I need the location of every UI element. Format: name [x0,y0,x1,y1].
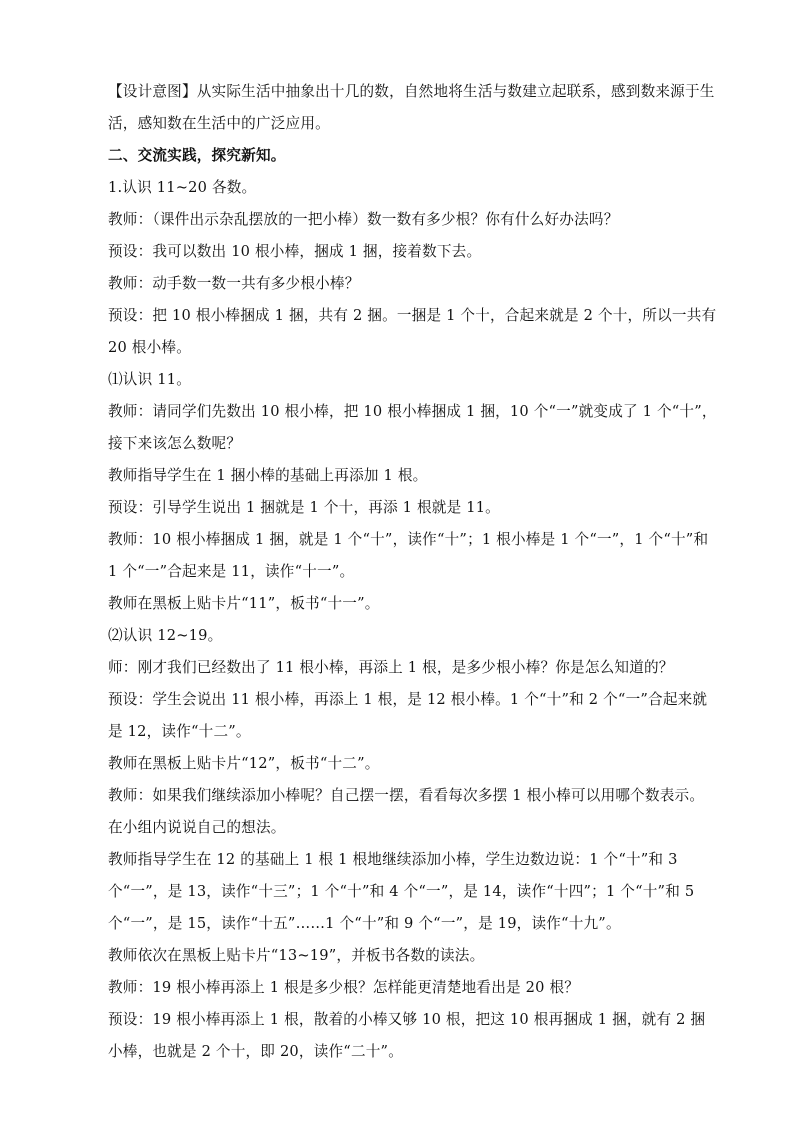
text-paragraph: 师：刚才我们已经数出了 11 根小棒，再添上 1 根，是多少根小棒？你是怎么知道的？ [108,659,674,676]
text-paragraph: 预设：19 根小棒再添上 1 根，散着的小棒又够 10 根，把这 10 根再捆成 1 捆，就有 2 捆小棒，也就是 2 个十，即 20，读作“二十”。 [108,1011,706,1060]
text-paragraph: 预设：引导学生说出 1 捆就是 1 个十，再添 1 根就是 11。 [108,499,500,516]
text-paragraph: 教师指导学生在 1 捆小棒的基础上再添加 1 根。 [108,467,428,484]
text-paragraph: 教师：（课件出示杂乱摆放的一把小棒）数一数有多少根？你有什么好办法吗？ [108,211,619,228]
design-intent-paragraph: 【设计意图】从实际生活中抽象出十几的数，自然地将生活与数建立起联系，感到数来源于生活，感知数在生活中的广泛应用。 [108,83,715,132]
text-paragraph: 预设：学生会说出 11 根小棒，再添上 1 根，是 12 根小棒。1 个“十”和 2 个“一”合起来就是 12，读作“十二”。 [108,691,708,740]
text-paragraph: 预设：我可以数出 10 根小棒，捆成 1 捆，接着数下去。 [108,243,482,260]
text-paragraph: 教师：10 根小棒捆成 1 捆，就是 1 个“十”，读作“十”；1 根小棒是 1 个“一”，1 个“十”和 1 个“一”合起来是 11，读作“十一”。 [108,531,709,580]
subsection-heading: 1.认识 11~20 各数。 [108,179,257,196]
subsection-heading: ⑴认识 11。 [108,371,191,388]
text-paragraph: 教师：19 根小棒再添上 1 根是多少根？怎样能更清楚地看出是 20 根？ [108,979,580,996]
text-paragraph: 教师：如果我们继续添加小棒呢？自己摆一摆，看看每次多摆 1 根小棒可以用哪个数表示。在小组内说说自己的想法。 [108,787,705,836]
text-paragraph: 教师：请同学们先数出 10 根小棒，把 10 根小棒捆成 1 捆，10 个“一”就变成了 1 个“十”，接下来该怎么数呢？ [108,403,717,452]
subsection-heading: ⑵认识 12~19。 [108,627,223,644]
section-heading: 二、交流实践，探究新知。 [108,147,286,164]
document-body [108,76,718,1068]
text-paragraph: 预设：把 10 根小棒捆成 1 捆，共有 2 捆。一捆是 1 个十，合起来就是 2 个十，所以一共有 20 根小棒。 [108,307,717,356]
text-paragraph: 教师在黑板上贴卡片“12”，板书“十二”。 [108,755,380,772]
text-paragraph: 教师在黑板上贴卡片“11”，板书“十一”。 [108,595,380,612]
text-paragraph: 教师指导学生在 12 的基础上 1 根 1 根地继续添加小棒，学生边数边说：1 个“十”和 3 个“一”，是 13，读作“十三”；1 个“十”和 4 个“一”，是 14，读作“十四”；1 个“十”和 5 个“一”，是 15，读作“十五”……1 个“十”和 9 个“一”，是 19，读作“十九”。 [108,851,695,932]
text-paragraph: 教师依次在黑板上贴卡片“13~19”，并板书各数的读法。 [108,947,485,964]
text-paragraph: 教师：动手数一数一共有多少根小棒？ [108,275,360,292]
